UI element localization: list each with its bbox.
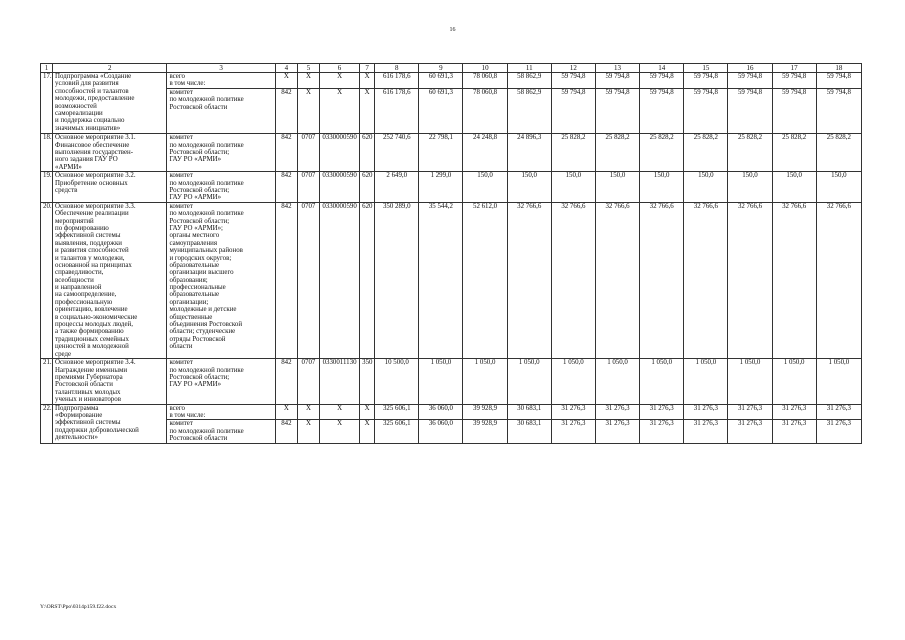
program-name-line: и талантов у молодежи, (55, 254, 125, 262)
amount-cell: 58 862,9 (507, 88, 551, 133)
executor-line: по молодежной политике (169, 179, 244, 187)
executor-line: самоуправления (169, 239, 218, 247)
column-header: 16 (728, 64, 772, 73)
amount-cell: 31 276,3 (728, 420, 772, 443)
program-name-line: Ростовской области (55, 381, 113, 389)
executor-line: ГАУ РО «АРМИ» (169, 381, 222, 389)
grbs-code: X (275, 404, 297, 420)
target-article-code: X (319, 420, 359, 443)
executor-line: комитет (169, 134, 193, 142)
table-row (41, 172, 862, 203)
program-name-line: Подпрограмма (55, 404, 99, 412)
executor-line: всего (169, 404, 185, 412)
program-name-line: и поддержка социально (55, 117, 125, 125)
grbs-code: 842 (275, 134, 297, 172)
amount-cell: 350 289,0 (375, 202, 419, 358)
column-header: 7 (360, 64, 375, 73)
section-code: X (297, 73, 319, 89)
row-number: 22. (41, 404, 53, 443)
section-code: 0707 (297, 359, 319, 404)
column-header: 13 (595, 64, 639, 73)
column-header: 9 (419, 64, 463, 73)
program-name-line: и развития способностей (55, 247, 129, 255)
program-name-cell (53, 134, 167, 172)
amount-cell: 52 612,0 (463, 202, 507, 358)
column-header: 14 (640, 64, 684, 73)
amount-cell: 25 828,2 (728, 134, 772, 172)
amount-cell: 58 862,9 (507, 73, 551, 89)
executor-line: ГАУ РО «АРМИ» (169, 194, 222, 202)
program-name-line: «Формирование (55, 411, 103, 419)
column-header: 12 (551, 64, 595, 73)
amount-cell: 32 766,6 (684, 202, 728, 358)
amount-cell: 32 766,6 (551, 202, 595, 358)
amount-cell: 325 606,1 (375, 420, 419, 443)
program-name-line: Основное мероприятие 3.2. (55, 172, 136, 180)
amount-cell: 59 794,8 (684, 73, 728, 89)
program-name-line: условий для развития (55, 80, 119, 88)
column-header: 3 (167, 64, 275, 73)
expense-type-code: X (360, 73, 375, 89)
amount-cell: 31 276,3 (684, 404, 728, 420)
amount-cell: 59 794,8 (728, 88, 772, 133)
amount-cell: 2 649,0 (375, 172, 419, 203)
executor-line: Ростовской области; (169, 148, 230, 156)
amount-cell: 30 683,1 (507, 420, 551, 443)
executor-line: комитет (169, 172, 193, 180)
amount-cell: 59 794,8 (551, 88, 595, 133)
amount-cell: 30 683,1 (507, 404, 551, 420)
program-name-line: ученых и инноваторов (55, 396, 121, 404)
program-name-line: в социально-экономические (55, 313, 138, 321)
amount-cell: 31 276,3 (640, 420, 684, 443)
amount-cell: 31 276,3 (595, 404, 639, 420)
program-name-line: ориентацию, вовлечение (55, 306, 128, 314)
executor-line: общественные (169, 313, 213, 321)
amount-cell: 31 276,3 (816, 404, 861, 420)
amount-cell: 150,0 (816, 172, 861, 203)
section-code: 0707 (297, 134, 319, 172)
executor-cell (167, 404, 275, 420)
executor-line: Ростовской области; (169, 217, 230, 225)
amount-cell: 31 276,3 (684, 420, 728, 443)
program-name-line: возможностей (55, 102, 97, 110)
row-number: 21. (41, 359, 53, 404)
amount-cell: 1 050,0 (463, 359, 507, 404)
program-name-line: процессы молодых людей, (55, 321, 133, 329)
program-name-line: мероприятий (55, 217, 94, 225)
amount-cell: 59 794,8 (640, 88, 684, 133)
amount-cell: 60 691,3 (419, 88, 463, 133)
executor-line: образовательные (169, 291, 220, 299)
executor-cell (167, 202, 275, 358)
executor-cell (167, 88, 275, 133)
amount-cell: 59 794,8 (772, 88, 816, 133)
amount-cell: 150,0 (507, 172, 551, 203)
target-article-code: 0330000590 (319, 172, 359, 203)
program-name-line: Награждение именными (55, 366, 128, 374)
amount-cell: 1 050,0 (507, 359, 551, 404)
amount-cell: 78 060,8 (463, 88, 507, 133)
executor-line: области; студенческие (169, 328, 236, 336)
amount-cell: 25 828,2 (640, 134, 684, 172)
program-name-line: значимых инициатив» (55, 124, 121, 132)
amount-cell: 1 050,0 (551, 359, 595, 404)
amount-cell: 25 828,2 (816, 134, 861, 172)
program-name-line: поддержки добровольческой (55, 426, 139, 434)
executor-line: профессиональные (169, 284, 226, 292)
amount-cell: 35 544,2 (419, 202, 463, 358)
expense-type-code: X (360, 88, 375, 133)
program-name-line: Основное мероприятие 3.1. (55, 134, 136, 142)
amount-cell: 32 766,6 (640, 202, 684, 358)
target-article-code: X (319, 73, 359, 89)
table-body (41, 73, 862, 444)
program-name-line: молодежи, предоставление (55, 95, 135, 103)
amount-cell: 25 828,2 (595, 134, 639, 172)
program-name-line: Финансовое обеспечение (55, 141, 130, 149)
amount-cell: 31 276,3 (728, 404, 772, 420)
executor-line: органы местного (169, 232, 220, 240)
amount-cell: 31 276,3 (551, 404, 595, 420)
expense-type-code: 620 (360, 134, 375, 172)
amount-cell: 59 794,8 (772, 73, 816, 89)
amount-cell: 150,0 (640, 172, 684, 203)
executor-line: Ростовской области; (169, 186, 230, 194)
amount-cell: 1 299,0 (419, 172, 463, 203)
expense-type-code: 620 (360, 202, 375, 358)
footer-file-path: Y:\ORST\Ppo\0314p159.f22.docx (40, 604, 117, 610)
executor-line: муниципальных районов (169, 247, 243, 255)
executor-cell (167, 73, 275, 89)
grbs-code: 842 (275, 359, 297, 404)
amount-cell: 59 794,8 (684, 88, 728, 133)
amount-cell: 59 794,8 (551, 73, 595, 89)
program-name-line: среде (55, 350, 72, 358)
amount-cell: 36 060,0 (419, 404, 463, 420)
target-article-code: X (319, 88, 359, 133)
target-article-code: 0330000590 (319, 134, 359, 172)
program-name-line: выполнения государствен- (55, 148, 133, 156)
column-header: 8 (375, 64, 419, 73)
amount-cell: 59 794,8 (728, 73, 772, 89)
table-row (41, 73, 862, 89)
program-name-line: эффективной системы (55, 232, 121, 240)
program-name-line: премиями Губернатора (55, 373, 123, 381)
executor-line: отряды Ростовской (169, 335, 226, 343)
executor-line: образовательные (169, 261, 220, 269)
program-name-cell (53, 172, 167, 203)
program-name-line: на самоопределение, (55, 291, 117, 299)
program-name-line: традиционных семейных (55, 335, 129, 343)
executor-line: организации; (169, 298, 209, 306)
program-name-line: эффективной системы (55, 419, 121, 427)
amount-cell: 31 276,3 (640, 404, 684, 420)
table-header (41, 64, 862, 73)
column-header: 4 (275, 64, 297, 73)
amount-cell: 32 766,6 (507, 202, 551, 358)
amount-cell: 1 050,0 (816, 359, 861, 404)
program-name-line: Основное мероприятие 3.3. (55, 202, 136, 210)
amount-cell: 59 794,8 (816, 88, 861, 133)
amount-cell: 32 766,6 (728, 202, 772, 358)
table-row (41, 359, 862, 404)
row-number: 20. (41, 202, 53, 358)
amount-cell: 60 691,3 (419, 73, 463, 89)
amount-cell: 25 828,2 (772, 134, 816, 172)
executor-cell (167, 134, 275, 172)
executor-line: по молодежной политике (169, 366, 244, 374)
program-name-line: основанной на принципах (55, 261, 132, 269)
section-code: X (297, 404, 319, 420)
executor-cell (167, 359, 275, 404)
amount-cell: 1 050,0 (640, 359, 684, 404)
row-number: 17. (41, 73, 53, 134)
amount-cell: 31 276,3 (595, 420, 639, 443)
amount-cell: 616 178,6 (375, 88, 419, 133)
amount-cell: 1 050,0 (595, 359, 639, 404)
program-name-line: по формированию (55, 224, 109, 232)
section-code: 0707 (297, 172, 319, 203)
column-header: 2 (53, 64, 167, 73)
program-name-line: и направленной (55, 284, 102, 292)
executor-line: по молодежной политике (169, 96, 244, 104)
amount-cell: 1 050,0 (419, 359, 463, 404)
section-code: X (297, 88, 319, 133)
amount-cell: 25 828,2 (551, 134, 595, 172)
program-name-line: профессиональную (55, 298, 113, 306)
target-article-code: 0330011130 (319, 359, 359, 404)
program-name-line: выявления, поддержки (55, 239, 122, 247)
expense-type-code: 350 (360, 359, 375, 404)
amount-cell: 24 248,8 (463, 134, 507, 172)
amount-cell: 150,0 (728, 172, 772, 203)
expense-type-code: 620 (360, 172, 375, 203)
executor-line: молодежные и детские (169, 306, 237, 314)
row-number: 18. (41, 134, 53, 172)
amount-cell: 150,0 (463, 172, 507, 203)
amount-cell: 150,0 (595, 172, 639, 203)
amount-cell: 150,0 (551, 172, 595, 203)
amount-cell: 22 798,1 (419, 134, 463, 172)
amount-cell: 31 276,3 (772, 404, 816, 420)
amount-cell: 150,0 (684, 172, 728, 203)
column-header: 1 (41, 64, 53, 73)
page-number: 16 (449, 27, 456, 33)
table-row (41, 404, 862, 420)
section-code: 0707 (297, 202, 319, 358)
amount-cell: 59 794,8 (595, 88, 639, 133)
amount-cell: 59 794,8 (816, 73, 861, 89)
executor-line: организации высшего (169, 269, 234, 277)
executor-line: Ростовской области (169, 103, 228, 111)
program-name-line: ценностей в молодежной (55, 343, 129, 351)
column-header: 18 (816, 64, 861, 73)
table-row (41, 202, 862, 358)
expense-type-code: X (360, 404, 375, 420)
budget-table (40, 63, 862, 444)
section-code: X (297, 420, 319, 443)
column-header: 6 (319, 64, 359, 73)
amount-cell: 1 050,0 (772, 359, 816, 404)
executor-line: комитет (169, 88, 193, 96)
amount-cell: 25 828,2 (684, 134, 728, 172)
executor-line: Ростовской области (169, 435, 228, 443)
amount-cell: 1 050,0 (728, 359, 772, 404)
executor-line: и городских округов; (169, 254, 232, 262)
grbs-code: 842 (275, 172, 297, 203)
column-header: 11 (507, 64, 551, 73)
program-name-line: всеобщности (55, 276, 94, 284)
executor-line: ГАУ РО «АРМИ»; (169, 224, 223, 232)
program-name-line: Обеспечение реализации (55, 210, 129, 218)
amount-cell: 31 276,3 (772, 420, 816, 443)
column-header: 10 (463, 64, 507, 73)
grbs-code: 842 (275, 88, 297, 133)
amount-cell: 1 050,0 (684, 359, 728, 404)
executor-cell (167, 420, 275, 443)
column-header: 5 (297, 64, 319, 73)
expense-type-code: X (360, 420, 375, 443)
executor-line: ГАУ РО «АРМИ» (169, 156, 222, 164)
amount-cell: 39 928,9 (463, 404, 507, 420)
executor-line: по молодежной политике (169, 141, 244, 149)
program-name-line: ного задания ГАУ РО (55, 156, 118, 164)
executor-line: всего (169, 73, 185, 80)
executor-line: по молодежной политике (169, 210, 244, 218)
program-name-cell (53, 73, 167, 134)
amount-cell: 78 060,8 (463, 73, 507, 89)
amount-cell: 32 766,6 (772, 202, 816, 358)
amount-cell: 24 896,3 (507, 134, 551, 172)
amount-cell: 31 276,3 (551, 420, 595, 443)
program-name-line: самореализации (55, 109, 103, 117)
executor-line: объединения Ростовской (169, 321, 243, 329)
executor-line: в том числе: (169, 411, 206, 419)
amount-cell: 150,0 (772, 172, 816, 203)
executor-line: по молодежной политике (169, 427, 244, 435)
amount-cell: 59 794,8 (640, 73, 684, 89)
program-name-line: Приобретение основных (55, 179, 128, 187)
executor-line: комитет (169, 202, 193, 210)
program-name-line: деятельности» (55, 434, 98, 442)
program-name-cell (53, 359, 167, 404)
program-name-line: Основное мероприятие 3.4. (55, 359, 136, 367)
amount-cell: 325 606,1 (375, 404, 419, 420)
program-name-cell (53, 202, 167, 358)
program-name-line: справедливости, (55, 269, 104, 277)
target-article-code: 0330000590 (319, 202, 359, 358)
amount-cell: 32 766,6 (595, 202, 639, 358)
executor-line: в том числе: (169, 80, 206, 88)
program-name-cell (53, 404, 167, 443)
executor-line: области (169, 343, 193, 351)
executor-cell (167, 172, 275, 203)
program-name-line: «АРМИ» (55, 163, 82, 171)
amount-cell: 252 740,6 (375, 134, 419, 172)
table-row (41, 134, 862, 172)
executor-line: комитет (169, 420, 193, 428)
amount-cell: 32 766,6 (816, 202, 861, 358)
program-name-line: а также формированию (55, 328, 124, 336)
column-header: 15 (684, 64, 728, 73)
target-article-code: X (319, 404, 359, 420)
grbs-code: 842 (275, 202, 297, 358)
executor-line: Ростовской области; (169, 373, 230, 381)
amount-cell: 31 276,3 (816, 420, 861, 443)
executor-line: комитет (169, 359, 193, 367)
program-name-line: талантливых молодых (55, 388, 121, 396)
executor-line: образования; (169, 276, 208, 284)
amount-cell: 36 060,0 (419, 420, 463, 443)
column-header: 17 (772, 64, 816, 73)
program-name-line: средств (55, 186, 78, 194)
amount-cell: 10 500,0 (375, 359, 419, 404)
amount-cell: 59 794,8 (595, 73, 639, 89)
row-number: 19. (41, 172, 53, 203)
program-name-line: Подпрограмма «Создание (55, 73, 132, 80)
program-name-line: способностей и талантов (55, 87, 129, 95)
grbs-code: 842 (275, 420, 297, 443)
amount-cell: 39 928,9 (463, 420, 507, 443)
grbs-code: X (275, 73, 297, 89)
amount-cell: 616 178,6 (375, 73, 419, 89)
